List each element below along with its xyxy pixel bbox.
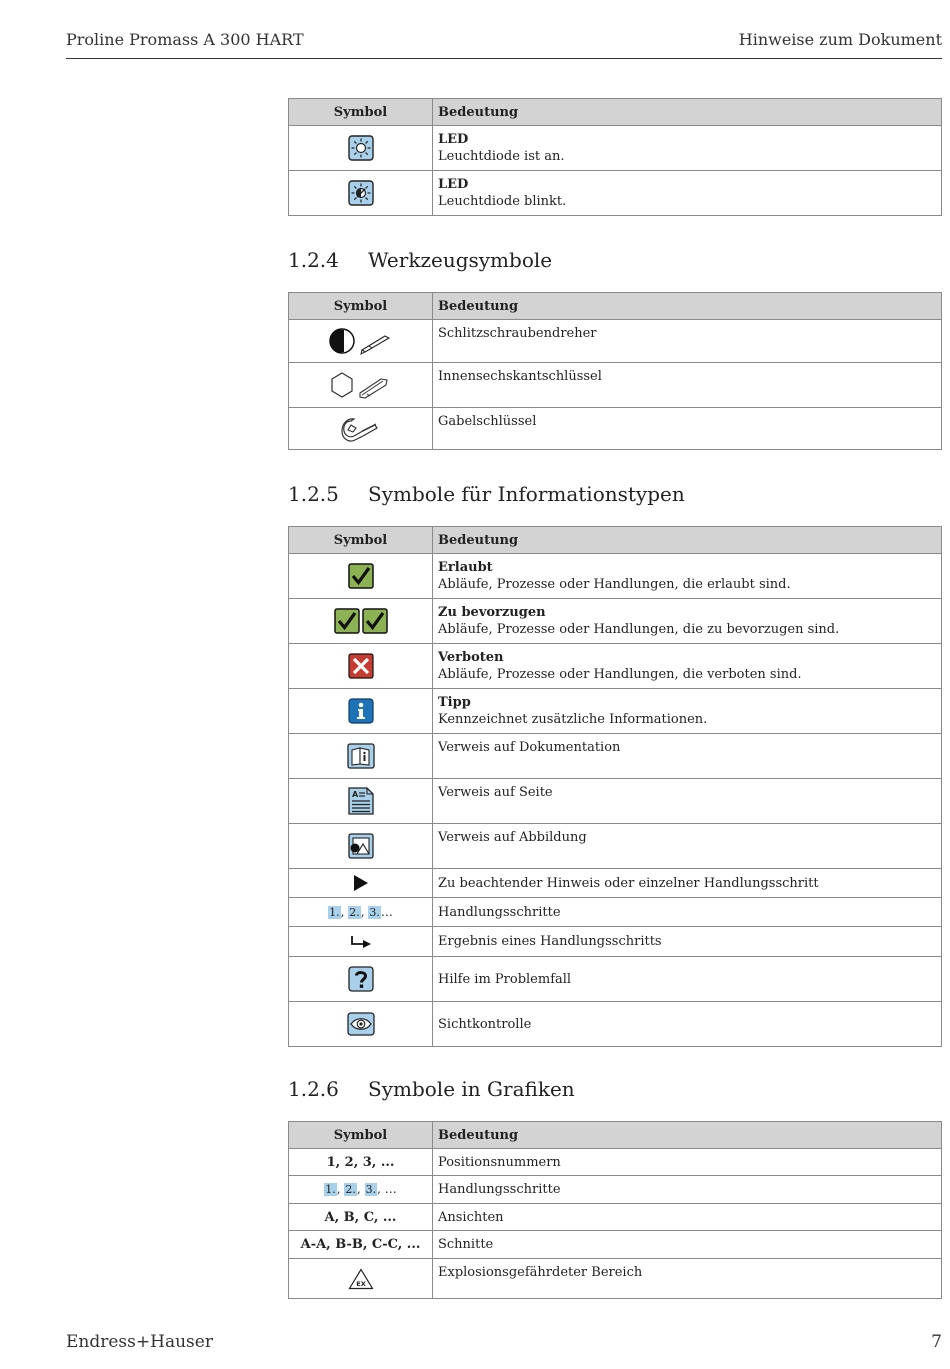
meaning-text: Explosionsgefährdeter Bereich <box>438 1265 643 1280</box>
svg-text:EX: EX <box>355 1279 366 1288</box>
meaning-cell <box>433 363 942 408</box>
step-numbers: 1., 2., 3., … <box>325 1182 397 1196</box>
table-row <box>289 1149 942 1176</box>
step-number-1: 1. <box>329 905 340 919</box>
meaning-title: Zu bevorzugen <box>438 605 546 620</box>
led-blinking-icon <box>348 180 374 206</box>
column-header-meaning: Bedeutung <box>433 293 942 320</box>
meaning-text: Gabelschlüssel <box>438 414 537 429</box>
meaning-text: Leuchtdiode ist an. <box>438 149 565 164</box>
table-row <box>289 1259 942 1299</box>
graphic-reference-icon <box>348 833 374 859</box>
table-row <box>289 1231 942 1259</box>
forbidden-icon <box>348 653 374 679</box>
meaning-cell <box>433 1231 942 1259</box>
symbol-cell <box>289 734 433 779</box>
meaning-text: Hilfe im Problemfall <box>438 971 572 987</box>
meaning-text: Leuchtdiode blinkt. <box>438 194 567 209</box>
meaning-cell <box>433 734 942 779</box>
meaning-cell <box>433 126 942 171</box>
symbol-cell <box>289 644 433 689</box>
visual-inspection-eye-icon <box>347 1012 375 1036</box>
meaning-cell <box>433 927 942 957</box>
meaning-text: Ergebnis eines Handlungsschritts <box>438 934 662 949</box>
symbol-cell <box>289 898 433 927</box>
meaning-cell <box>433 824 942 869</box>
meaning-text: Sichtkontrolle <box>438 1016 532 1032</box>
meaning-text: Handlungsschritte <box>438 904 561 920</box>
column-header-symbol: Symbol <box>289 1122 433 1149</box>
open-end-wrench-icon <box>341 415 381 443</box>
section-heading-info-types <box>288 482 685 506</box>
meaning-text: Schlitzschraubendreher <box>438 326 597 341</box>
meaning-text: Schnitte <box>438 1237 494 1252</box>
tip-icon <box>348 698 374 724</box>
meaning-text: Abläufe, Prozesse oder Handlungen, die zu bevorzugen sind. <box>438 622 840 637</box>
graphics-symbol-table <box>288 1121 942 1299</box>
table-row <box>289 320 942 363</box>
section-number: 1.2.6 <box>288 1077 339 1101</box>
preferred-icon <box>334 608 388 634</box>
svg-text:A: A <box>351 790 358 799</box>
meaning-title: LED <box>438 177 469 192</box>
meaning-cell <box>433 1204 942 1231</box>
meaning-title: Tipp <box>438 695 471 710</box>
meaning-text: Kennzeichnet zusätzliche Informationen. <box>438 712 708 727</box>
symbol-cell <box>289 1176 433 1204</box>
table-row <box>289 644 942 689</box>
symbol-cell <box>289 957 433 1002</box>
symbol-cell <box>289 126 433 171</box>
column-header-symbol: Symbol <box>289 527 433 554</box>
meaning-cell <box>433 408 942 450</box>
table-header-row <box>289 1122 942 1149</box>
table-row <box>289 689 942 734</box>
symbol-cell <box>289 779 433 824</box>
column-header-meaning: Bedeutung <box>433 99 942 126</box>
page-footer <box>66 1332 942 1352</box>
meaning-text: Verweis auf Seite <box>438 785 553 800</box>
column-header-meaning: Bedeutung <box>433 527 942 554</box>
info-type-symbol-table <box>288 526 942 1047</box>
meaning-text: Zu beachtender Hinweis oder einzelner Handlungsschritt <box>438 875 819 891</box>
page-header <box>66 30 942 59</box>
meaning-cell <box>433 644 942 689</box>
step-number-2: 2. <box>345 1183 356 1196</box>
meaning-cell <box>433 898 942 927</box>
led-on-icon <box>348 135 374 161</box>
step-number-1: 1. <box>325 1183 336 1196</box>
section-number: 1.2.4 <box>288 248 339 272</box>
symbol-cell <box>289 1149 433 1176</box>
table-row <box>289 898 942 927</box>
symbol-cell <box>289 320 433 363</box>
permitted-icon <box>348 563 374 589</box>
meaning-title: Erlaubt <box>438 560 493 575</box>
symbol-cell <box>289 1231 433 1259</box>
meaning-cell <box>433 554 942 599</box>
meaning-text: Innensechskantschlüssel <box>438 369 602 384</box>
step-triangle-icon <box>353 874 369 892</box>
symbol-cell <box>289 363 433 408</box>
table-row <box>289 869 942 898</box>
sections-symbol: A-A, B-B, C-C, ... <box>300 1237 421 1252</box>
symbol-cell <box>289 408 433 450</box>
column-header-symbol: Symbol <box>289 293 433 320</box>
meaning-text: Positionsnummern <box>438 1154 561 1170</box>
explosion-hazard-icon <box>348 1268 374 1290</box>
company-name: Endress+Hauser <box>66 1332 213 1352</box>
meaning-cell <box>433 689 942 734</box>
led-symbol-table <box>288 98 942 216</box>
position-numbers-symbol: 1, 2, 3, ... <box>326 1154 395 1170</box>
section-title: Werkzeugsymbole <box>368 248 553 272</box>
table-row <box>289 363 942 408</box>
symbol-cell <box>289 869 433 898</box>
meaning-title: Verboten <box>438 650 504 665</box>
meaning-title: LED <box>438 132 469 147</box>
step-number-3: 3. <box>369 905 380 919</box>
table-row <box>289 554 942 599</box>
table-row <box>289 126 942 171</box>
meaning-cell <box>433 779 942 824</box>
table-header-row <box>289 99 942 126</box>
meaning-cell <box>433 320 942 363</box>
step-number-3: 3. <box>365 1183 377 1196</box>
meaning-cell <box>433 1259 942 1299</box>
symbol-cell <box>289 1259 433 1299</box>
table-header-row <box>289 293 942 320</box>
page-reference-icon <box>348 787 374 815</box>
table-row <box>289 779 942 824</box>
meaning-cell <box>433 1002 942 1047</box>
meaning-cell <box>433 1176 942 1204</box>
table-row <box>289 599 942 644</box>
section-number: 1.2.5 <box>288 482 339 506</box>
step-numbers: 1., 2., 3.… <box>329 904 393 919</box>
meaning-text: Ansichten <box>438 1209 504 1225</box>
table-row <box>289 734 942 779</box>
meaning-text: Handlungsschritte <box>438 1182 561 1197</box>
table-row <box>289 1002 942 1047</box>
symbol-cell <box>289 927 433 957</box>
tool-symbol-table <box>288 292 942 450</box>
meaning-text: Verweis auf Abbildung <box>438 830 587 845</box>
section-heading-graphics <box>288 1077 575 1101</box>
page-number: 7 <box>931 1332 942 1352</box>
meaning-cell <box>433 171 942 216</box>
column-header-symbol: Symbol <box>289 99 433 126</box>
section-title: Symbole für Informationstypen <box>368 482 685 506</box>
symbol-cell <box>289 824 433 869</box>
column-header-meaning: Bedeutung <box>433 1122 942 1149</box>
meaning-text: Verweis auf Dokumentation <box>438 740 621 755</box>
meaning-cell <box>433 957 942 1002</box>
table-header-row <box>289 527 942 554</box>
meaning-cell <box>433 599 942 644</box>
section-heading-tools <box>288 248 552 272</box>
chapter-title: Hinweise zum Dokument <box>738 30 942 49</box>
table-row <box>289 927 942 957</box>
table-row <box>289 1204 942 1231</box>
document-title: Proline Promass A 300 HART <box>66 30 304 49</box>
allen-key-icon <box>329 371 393 399</box>
step-number-2: 2. <box>349 905 360 919</box>
flat-screwdriver-icon <box>329 327 393 355</box>
meaning-text: Abläufe, Prozesse oder Handlungen, die erlaubt sind. <box>438 577 791 592</box>
section-title: Symbole in Grafiken <box>368 1077 575 1101</box>
table-row <box>289 1176 942 1204</box>
symbol-cell <box>289 1204 433 1231</box>
table-row <box>289 408 942 450</box>
symbol-cell <box>289 554 433 599</box>
table-row <box>289 957 942 1002</box>
meaning-cell <box>433 1149 942 1176</box>
table-row <box>289 171 942 216</box>
meaning-text: Abläufe, Prozesse oder Handlungen, die verboten sind. <box>438 667 802 682</box>
meaning-cell <box>433 869 942 898</box>
views-symbol: A, B, C, ... <box>324 1209 397 1225</box>
symbol-cell <box>289 171 433 216</box>
symbol-cell <box>289 689 433 734</box>
help-question-icon <box>348 966 374 992</box>
table-row <box>289 824 942 869</box>
documentation-reference-icon <box>347 743 375 769</box>
symbol-cell <box>289 599 433 644</box>
result-arrow-icon <box>350 935 372 949</box>
symbol-cell <box>289 1002 433 1047</box>
